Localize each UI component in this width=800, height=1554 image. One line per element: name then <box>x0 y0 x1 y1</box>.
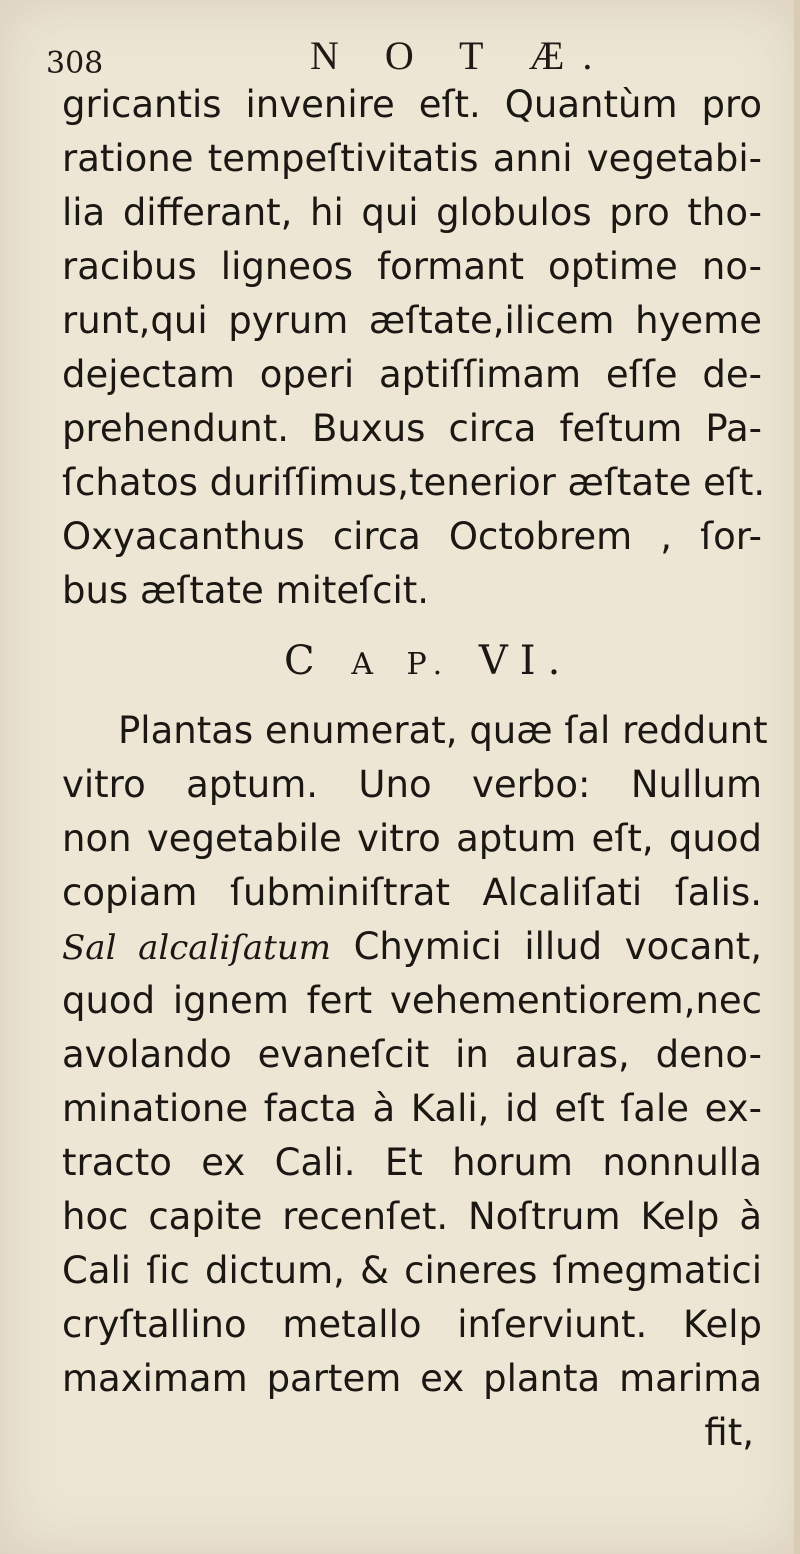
text-line: runt,qui pyrum æſtate,ilicem hyeme <box>62 299 762 342</box>
text-line: tracto ex Cali. Et horum nonnulla <box>62 1141 762 1184</box>
chapter-cap-initial: C <box>284 638 327 684</box>
text-line: racibus ligneos formant optime no- <box>62 245 762 288</box>
text-line: Oxyacanthus circa Octobrem , ſor- <box>62 515 762 558</box>
text-line: bus æſtate miteſcit. <box>62 569 430 612</box>
chapter-heading <box>62 618 762 704</box>
text-line: lia differant, hi qui globulos pro tho- <box>62 191 762 234</box>
page-number: 308 <box>46 46 104 81</box>
text-line: maximam partem ex planta marima <box>62 1357 762 1400</box>
catchword: fit, <box>704 1411 754 1454</box>
running-title: N O T Æ. <box>310 33 611 78</box>
chapter-cap-rest: A P. <box>351 647 455 682</box>
text-block <box>62 78 768 1460</box>
text-line: ratione tempeſtivitatis anni vegetabi- <box>62 137 762 180</box>
page-edge <box>794 0 800 1554</box>
text-run: Chymici illud vocant, <box>330 925 762 968</box>
text-line: gricantis invenire eſt. Quantùm pro <box>62 83 762 126</box>
text-line: non vegetabile vitro aptum eſt, quod <box>62 817 762 860</box>
text-line: prehendunt. Buxus circa feſtum Pa- <box>62 407 762 450</box>
text-line: Cali ſic dictum, & cineres ſmegmatici <box>62 1249 762 1292</box>
text-line <box>62 920 762 974</box>
text-line: quod ignem fert vehementiorem,nec <box>62 979 762 1022</box>
text-line: ſchatos duriſſimus,tenerior æſtate eſt. <box>62 461 766 504</box>
text-line: avolando evaneſcit in auras, deno- <box>62 1033 762 1076</box>
text-line: dejectam operi aptiſſimam eſſe de- <box>62 353 762 396</box>
italic-term: Sal alcaliſatum <box>62 928 331 968</box>
text-line: minatione facta à Kali, id eſt ſale ex- <box>62 1087 762 1130</box>
chapter-number: VI. <box>478 638 573 684</box>
text-line: copiam ſubminiſtrat Alcaliſati ſalis. <box>62 871 762 914</box>
text-line: Plantas enumerat, quæ ſal reddunt <box>118 709 768 752</box>
text-line: cryſtallino metallo inſerviunt. Kelp <box>62 1303 762 1346</box>
text-line: vitro aptum. Uno verbo: Nullum <box>62 763 762 806</box>
text-line: hoc capite recenſet. Noſtrum Kelp à <box>62 1195 762 1238</box>
